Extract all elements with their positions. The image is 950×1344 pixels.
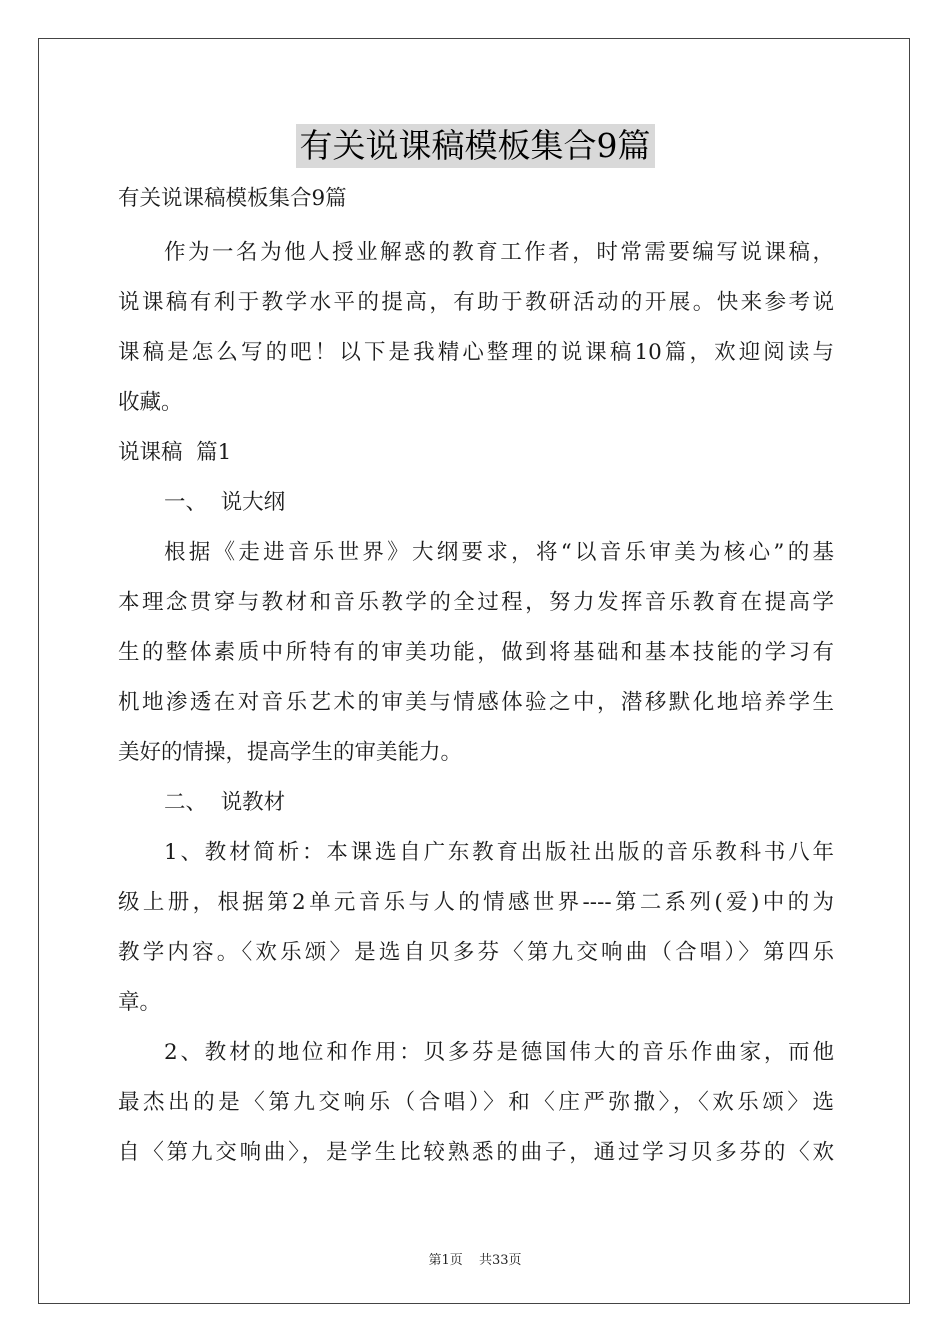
paragraph-line: 作为一名为他人授业解惑的教育工作者，时常需要编写说课稿，: [164, 240, 834, 265]
paragraph-line: 章。: [118, 990, 162, 1015]
textbook-analysis-paragraph: [118, 828, 834, 1028]
paragraph-line: 说课稿有利于教学水平的提高，有助于教研活动的开展。快来参考说: [118, 290, 834, 315]
page-total: 共33页: [478, 1253, 522, 1268]
section-title: 说课稿 篇1: [118, 440, 232, 465]
heading-textbook: 二、 说教材: [164, 790, 286, 815]
textbook-role-paragraph: [118, 1028, 834, 1178]
document-subtitle: 有关说课稿模板集合9篇: [118, 186, 347, 211]
paragraph-line: 教学内容。〈欢乐颂〉是选自贝多芬〈第九交响曲（合唱）〉第四乐: [118, 940, 834, 965]
heading-outline: 一、 说大纲: [164, 490, 286, 515]
paragraph-line: 本理念贯穿与教材和音乐教学的全过程，努力发挥音乐教育在提高学: [118, 590, 834, 615]
paragraph-line: 2、教材的地位和作用：贝多芬是德国伟大的音乐作曲家，而他: [164, 1040, 834, 1065]
paragraph-line: 美好的情操，提高学生的审美能力。: [118, 740, 463, 765]
page-footer: [0, 1249, 950, 1268]
outline-paragraph: [118, 528, 834, 778]
paragraph-line: 收藏。: [118, 390, 183, 415]
paragraph-line: 级上册，根据第2单元音乐与人的情感世界----第二系列(爱)中的为: [118, 890, 834, 915]
paragraph-line: 课稿是怎么写的吧！以下是我精心整理的说课稿10篇，欢迎阅读与: [118, 340, 834, 365]
document-body: [118, 178, 834, 1178]
page-number: 第1页: [428, 1253, 463, 1268]
paragraph-line: 生的整体素质中所特有的审美功能，做到将基础和基本技能的学习有: [118, 640, 834, 665]
paragraph-line: 1、教材简析：本课选自广东教育出版社出版的音乐教科书八年: [164, 840, 834, 865]
document-title: 有关说课稿模板集合9篇: [296, 124, 655, 168]
paragraph-line: 最杰出的是〈第九交响乐（合唱）〉和〈庄严弥撒〉，〈欢乐颂〉选: [118, 1090, 834, 1115]
paragraph-line: 自〈第九交响曲〉，是学生比较熟悉的曲子，通过学习贝多芬的〈欢: [118, 1140, 834, 1165]
intro-paragraph: [118, 228, 834, 428]
paragraph-line: 机地渗透在对音乐艺术的审美与情感体验之中，潜移默化地培养学生: [118, 690, 834, 715]
paragraph-line: 根据《走进音乐世界》大纲要求，将“以音乐审美为核心”的基: [164, 540, 834, 565]
title-wrap: [0, 124, 950, 168]
